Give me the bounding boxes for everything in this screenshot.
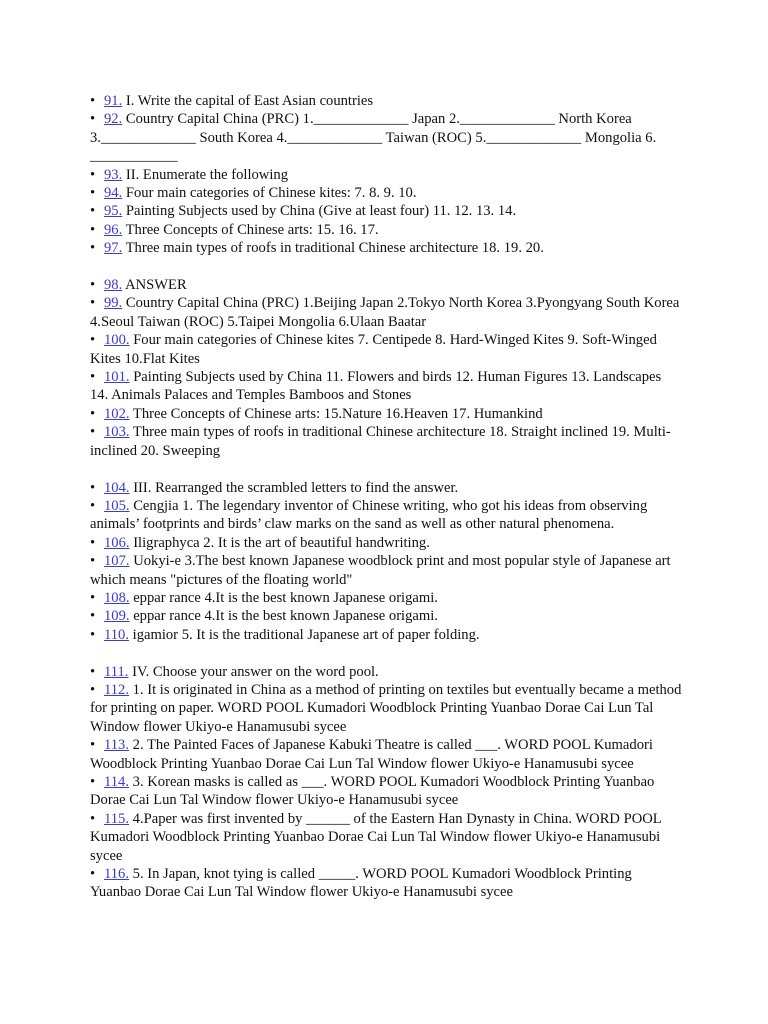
item-text: Three main types of roofs in traditional Chinese architecture 18. Straight inclined 19. Multi-inclined 20. Sweeping xyxy=(90,424,671,459)
section xyxy=(90,92,682,258)
slide-number-link[interactable]: 104. xyxy=(104,479,130,496)
bullet-icon: • xyxy=(90,203,96,220)
item-text: igamior 5. It is the traditional Japanese art of paper folding. xyxy=(129,626,480,643)
list-item xyxy=(90,110,682,165)
section xyxy=(90,663,682,902)
list-item xyxy=(90,663,682,681)
item-text: I. Write the capital of East Asian countries xyxy=(122,93,374,109)
item-text: II. Enumerate the following xyxy=(122,166,288,183)
slide-number-link[interactable]: 107. xyxy=(104,553,130,570)
slide-number-link[interactable]: 98. xyxy=(104,277,123,294)
slide-number-link[interactable]: 109. xyxy=(104,608,130,625)
bullet-icon: • xyxy=(90,166,96,183)
item-text: Four main categories of Chinese kites: 7. 8. 9. 10. xyxy=(122,185,417,202)
slide-number-link[interactable]: 93. xyxy=(104,166,123,183)
bullet-icon: • xyxy=(90,553,96,570)
bullet-icon: • xyxy=(90,111,96,128)
slide-number-link[interactable]: 91. xyxy=(104,93,123,109)
item-text: 3. Korean masks is called as ___. WORD POOL Kumadori Woodblock Printing Yuanbao Dorae Cai Lun Tal Window flower Ukiyo-e Hanamusubi sycee xyxy=(90,773,655,809)
bullet-icon: • xyxy=(90,277,96,294)
item-text: eppar rance 4.It is the best known Japanese origami. xyxy=(129,608,438,625)
item-text: Cengjia 1. The legendary inventor of Chinese writing, who got his ideas from observing animals’ footprints and birds’ claw marks on the sand as well as other natural phenomena. xyxy=(90,497,648,533)
list-item xyxy=(90,405,682,423)
list-item xyxy=(90,681,682,736)
slide-number-link[interactable]: 110. xyxy=(104,626,129,643)
item-text: IV. Choose your answer on the word pool. xyxy=(128,663,379,680)
bullet-icon: • xyxy=(90,810,96,827)
slide-number-link[interactable]: 115. xyxy=(104,810,129,827)
list-item xyxy=(90,331,682,368)
bullet-icon: • xyxy=(90,608,96,625)
section xyxy=(90,276,682,460)
slide-number-link[interactable]: 111. xyxy=(104,663,129,680)
item-text: Country Capital China (PRC) 1.Beijing Japan 2.Tokyo North Korea 3.Pyongyang South Korea 4.Seoul Taiwan (ROC) 5.Taipei Mongolia 6.Ulaan Baatar xyxy=(90,295,680,330)
item-text: Uokyi-e 3.The best known Japanese woodblock print and most popular style of Japanese art which means "pictures of the floating world" xyxy=(90,553,671,588)
list-item xyxy=(90,736,682,773)
list-item xyxy=(90,221,682,239)
item-text: Three Concepts of Chinese arts: 15.Nature 16.Heaven 17. Humankind xyxy=(129,405,543,422)
slide-number-link[interactable]: 103. xyxy=(104,424,130,441)
item-text: Country Capital China (PRC) 1._____________ Japan 2._____________ North Korea 3._____________ South Korea 4._____________ Taiwan (ROC) 5._____________ Mongolia 6. ____________ xyxy=(90,111,657,165)
list-item xyxy=(90,276,682,294)
section xyxy=(90,479,682,645)
item-text: 4.Paper was first invented by ______ of the Eastern Han Dynasty in China. WORD POOL Kumadori Woodblock Printing Yuanbao Dorae Cai Lun Tal Window flower Ukiyo-e Hanamusubi sycee xyxy=(90,810,662,864)
bullet-icon: • xyxy=(90,534,96,551)
item-text: ANSWER xyxy=(122,277,187,294)
bullet-icon: • xyxy=(90,424,96,441)
slide-number-link[interactable]: 95. xyxy=(104,203,123,220)
item-text: Four main categories of Chinese kites 7. Centipede 8. Hard-Winged Kites 9. Soft-Winged Kites 10.Flat Kites xyxy=(90,332,657,367)
slide-number-link[interactable]: 105. xyxy=(104,497,130,514)
bullet-icon: • xyxy=(90,626,96,643)
slide-number-link[interactable]: 114. xyxy=(104,773,129,790)
slide-number-link[interactable]: 113. xyxy=(104,737,129,754)
item-text: 1. It is originated in China as a method of printing on textiles but eventually became a method for printing on paper. WORD POOL Kumadori Woodblock Printing Yuanbao Dorae Cai Lun Tal Window flower Ukiyo-e Hanamusubi sycee xyxy=(90,681,682,735)
slide-number-link[interactable]: 100. xyxy=(104,332,130,349)
item-text: Three Concepts of Chinese arts: 15. 16. 17. xyxy=(122,221,379,238)
bullet-icon: • xyxy=(90,497,96,514)
list-item xyxy=(90,534,682,552)
bullet-icon: • xyxy=(90,221,96,238)
list-item xyxy=(90,184,682,202)
item-text: Painting Subjects used by China 11. Flowers and birds 12. Human Figures 13. Landscapes 14. Animals Palaces and Temples Bamboos and Stones xyxy=(90,369,662,404)
document-page xyxy=(90,92,682,920)
bullet-icon: • xyxy=(90,479,96,496)
slide-number-link[interactable]: 99. xyxy=(104,295,123,312)
item-text: eppar rance 4.It is the best known Japanese origami. xyxy=(129,589,438,606)
list-item xyxy=(90,626,682,644)
item-text: 2. The Painted Faces of Japanese Kabuki Theatre is called ___. WORD POOL Kumadori Woodblock Printing Yuanbao Dorae Cai Lun Tal Window flower Ukiyo-e Hanamusubi sycee xyxy=(90,737,653,772)
item-text: Three main types of roofs in traditional Chinese architecture 18. 19. 20. xyxy=(122,240,544,257)
bullet-icon: • xyxy=(90,773,96,790)
bullet-icon: • xyxy=(90,240,96,257)
bullet-icon: • xyxy=(90,663,96,680)
list-item xyxy=(90,589,682,607)
list-item xyxy=(90,552,682,589)
list-item xyxy=(90,202,682,220)
bullet-icon: • xyxy=(90,405,96,422)
slide-number-link[interactable]: 102. xyxy=(104,405,130,422)
slide-number-link[interactable]: 94. xyxy=(104,185,123,202)
item-text: 5. In Japan, knot tying is called _____. WORD POOL Kumadori Woodblock Printing Yuanbao Dorae Cai Lun Tal Window flower Ukiyo-e Hanamusubi sycee xyxy=(90,866,632,901)
list-item xyxy=(90,773,682,810)
bullet-icon: • xyxy=(90,369,96,386)
slide-number-link[interactable]: 97. xyxy=(104,240,123,257)
bullet-icon: • xyxy=(90,866,96,883)
slide-number-link[interactable]: 96. xyxy=(104,221,123,238)
list-item xyxy=(90,239,682,257)
list-item xyxy=(90,479,682,497)
list-item xyxy=(90,92,682,110)
bullet-icon: • xyxy=(90,185,96,202)
list-item xyxy=(90,865,682,902)
item-text: III. Rearranged the scrambled letters to find the answer. xyxy=(129,479,459,496)
bullet-icon: • xyxy=(90,332,96,349)
list-item xyxy=(90,497,682,534)
bullet-icon: • xyxy=(90,737,96,754)
bullet-icon: • xyxy=(90,295,96,312)
slide-number-link[interactable]: 106. xyxy=(104,534,130,551)
list-item xyxy=(90,294,682,331)
list-item xyxy=(90,166,682,184)
slide-number-link[interactable]: 112. xyxy=(104,681,129,698)
item-text: Iligraphyca 2. It is the art of beautiful handwriting. xyxy=(129,534,430,551)
slide-number-link[interactable]: 101. xyxy=(104,369,130,386)
list-item xyxy=(90,607,682,625)
bullet-icon: • xyxy=(90,93,96,109)
slide-number-link[interactable]: 116. xyxy=(104,866,129,883)
list-item xyxy=(90,810,682,865)
slide-number-link[interactable]: 92. xyxy=(104,111,123,128)
list-item xyxy=(90,423,682,460)
bullet-icon: • xyxy=(90,681,96,698)
bullet-icon: • xyxy=(90,589,96,606)
list-item xyxy=(90,368,682,405)
item-text: Painting Subjects used by China (Give at least four) 11. 12. 13. 14. xyxy=(122,203,517,220)
slide-number-link[interactable]: 108. xyxy=(104,589,130,606)
